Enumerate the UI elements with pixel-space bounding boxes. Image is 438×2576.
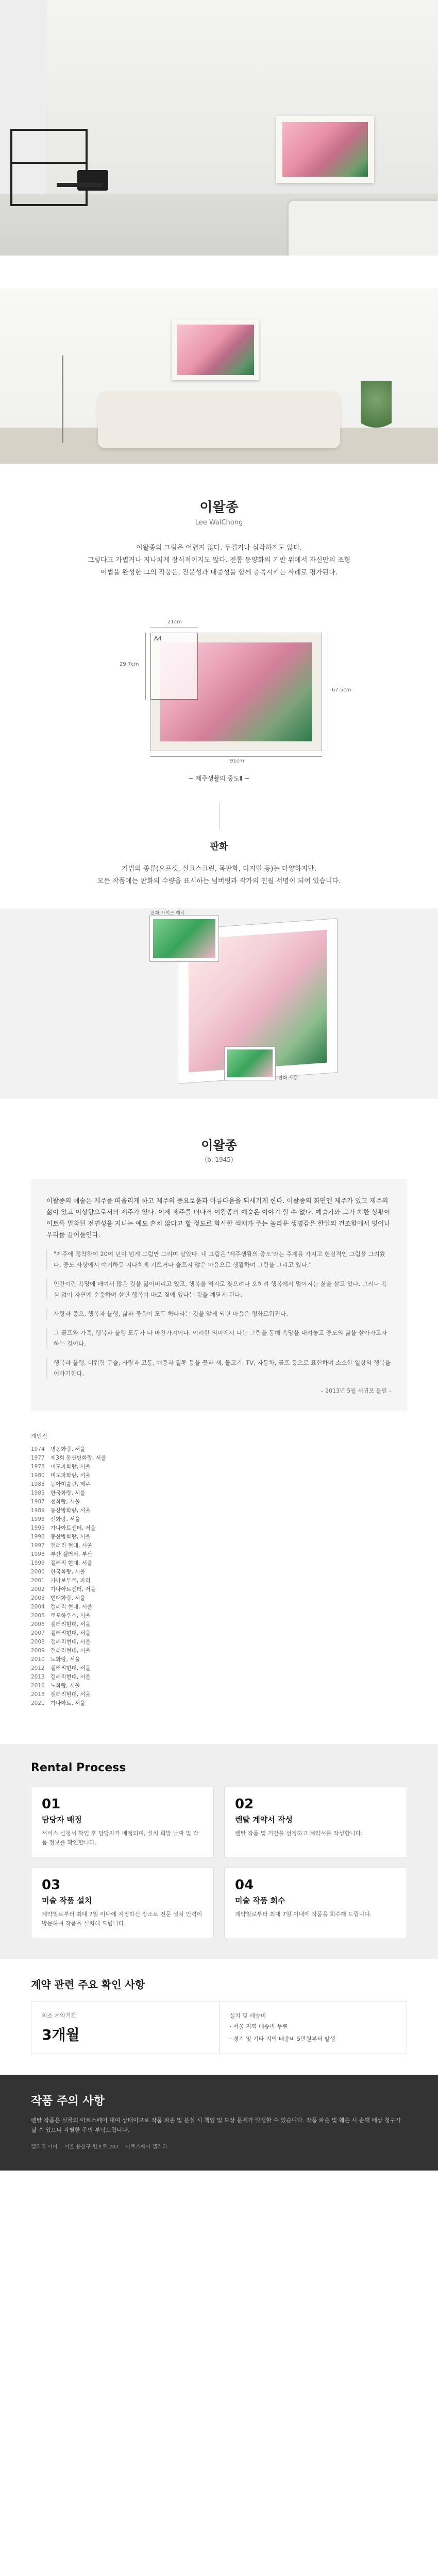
print-size-compare <box>0 908 438 1099</box>
career-row <box>31 1533 407 1541</box>
career-text: 명동화랑, 서울 <box>50 1446 86 1452</box>
career-year: 2013 <box>31 1674 45 1680</box>
contract-box <box>31 2002 407 2054</box>
artist-intro <box>0 542 438 579</box>
min-period-cell <box>31 2002 219 2054</box>
career-text: 갤러리현대, 서울 <box>50 1648 91 1654</box>
caution-text: 렌탈 작품은 실물의 아트스페어 대여 상태이므로 작품 파손 및 분실 시 책임 및 보상 문제가 발생할 수 있습니다. 작품 파손 및 훼손 시 손해 배상 청구가 될 수 있으니 각별한 주의 부탁드립니다. <box>31 2117 401 2133</box>
career-text: 가나아트센터, 서울 <box>50 1525 96 1531</box>
career-year: 2010 <box>31 1656 45 1663</box>
print-section <box>0 839 438 1099</box>
career-year: 1978 <box>31 1464 45 1470</box>
career-row <box>31 1699 407 1708</box>
career-row <box>31 1568 407 1577</box>
career-text: 갤러리현대, 서울 <box>50 1639 91 1645</box>
caution-title: 작품 주의 사항 <box>31 2095 105 2108</box>
career-row <box>31 1524 407 1533</box>
career-year: 2004 <box>31 1604 45 1610</box>
career-text: 선화랑, 서울 <box>50 1516 80 1522</box>
career-row <box>31 1550 407 1559</box>
career-row <box>31 1480 407 1489</box>
career-year: 1974 <box>31 1446 45 1452</box>
a4-width-label: 21cm <box>167 619 182 625</box>
bio-box <box>31 1179 407 1411</box>
career-heading: 개인전 <box>31 1433 47 1439</box>
career-text: 동산방화랑, 서울 <box>50 1534 91 1540</box>
desk <box>57 183 103 187</box>
artist-header <box>0 497 438 527</box>
a4-height-label: 29.7cm <box>120 662 139 667</box>
career-text: 동산방화랑, 서울 <box>50 1507 91 1514</box>
install-cell <box>219 2002 407 2054</box>
career-row <box>31 1454 407 1463</box>
install-label: 설치 및 배송비 <box>229 2012 266 2019</box>
career-year: 1995 <box>31 1525 45 1531</box>
career-row <box>31 1664 407 1673</box>
step-desc: 서비스 신청서 확인 후 담당자가 배정되며, 설치 희망 날짜 및 작품 정보를 확인합니다. <box>42 1830 199 1846</box>
meta-item: 서울 용산구 원효로 207 <box>64 2144 119 2150</box>
divider <box>219 803 220 829</box>
career-year: 1996 <box>31 1534 45 1540</box>
step-title: 렌탈 계약서 작성 <box>235 1815 293 1824</box>
a4-height-line <box>145 633 146 700</box>
career-year: 1985 <box>31 1490 45 1496</box>
career-text: 한국화랑, 서울 <box>50 1490 86 1496</box>
rental-step <box>224 1868 407 1938</box>
print-desc-line: 기법의 종류(오프셋, 실크스크린, 목판화, 디지털 등)는 다양하지만, <box>122 865 316 873</box>
step-number: 01 <box>42 1797 61 1812</box>
career-year: 2021 <box>31 1700 45 1706</box>
career-year: 2005 <box>31 1613 45 1619</box>
print-title: 판화 <box>210 841 228 852</box>
career-row <box>31 1682 407 1690</box>
career-year: 1993 <box>31 1516 45 1522</box>
career-year: 2009 <box>31 1648 45 1654</box>
bio-year: (b. 1945) <box>205 1156 233 1163</box>
career-text: 가나아트, 서울 <box>50 1700 86 1706</box>
a4-label: A4 <box>154 635 162 642</box>
print-desc-line: 모든 작품에는 판화의 수량을 표시하는 넘버링과 작가의 친필 서명이 되어 있습니다. <box>97 877 341 885</box>
small-print <box>149 916 219 962</box>
career-year: 2000 <box>31 1569 45 1575</box>
career-row <box>31 1690 407 1699</box>
bio-quote: 사랑과 증오, 행복과 불행, 삶과 죽음이 모두 하나라는 것을 알게 되면 마음은 평화로워진다. <box>46 1309 392 1319</box>
print-use-tag: 판화 사용 <box>278 1076 298 1081</box>
career-text: 부산 갤러리, 부산 <box>50 1551 93 1557</box>
step-title: 미술 작품 회수 <box>235 1896 285 1905</box>
bio-quote: 인간이란 욕망에 매여서 많은 것을 잃어버리고 있고, 행복을 억지로 찾으려다 오히려 행복에서 멀어지는 삶을 살고 있다. 그러나 욕심 없이 자연에 순응하며 살면 행복이 바로 곁에 있다는 것을 깨닫게 된다. <box>46 1279 392 1300</box>
career-text: 갤러리현대, 서울 <box>50 1674 91 1680</box>
caution-section <box>0 2075 438 2171</box>
career-row <box>31 1489 407 1498</box>
rental-step <box>31 1868 214 1938</box>
room-photo-1 <box>0 0 438 256</box>
artwork-caption: ~ 제주생활의 중도Ⅱ ~ <box>188 775 250 782</box>
artist-name: 이왈종 <box>199 500 239 515</box>
career-row <box>31 1603 407 1612</box>
career-row <box>31 1559 407 1568</box>
artwork-canvas <box>177 325 254 375</box>
size-diagram <box>0 610 438 765</box>
career-year: 1987 <box>31 1499 45 1505</box>
career-year: 1983 <box>31 1481 45 1487</box>
bio-quote: "제주에 정착하여 20여 년이 넘게 그림만 그리며 살았다. 내 그림은 '제주생활의 중도'라는 주제를 가지고 현실적인 그림을 그려왔다. 중도 사상에서 얘기하듯 지나치게 기쁘거나 슬프지 않은 마음으로 생활하며 그림을 그리고 있다." <box>46 1249 392 1270</box>
caution-meta <box>31 2142 407 2150</box>
career-year: 2002 <box>31 1586 45 1592</box>
career-row <box>31 1655 407 1664</box>
rental-process <box>0 1744 438 1959</box>
intro-line: 그렇다고 가볍거나 지나치게 장식적이지도 않다. 전통 동양화의 기반 위에서 자신만의 조형 <box>87 556 351 564</box>
career-text: 갤러리현대, 서울 <box>50 1630 91 1636</box>
bio-quote: 행복과 불행, 미워함 구슬, 사랑과 고통, 애증과 질투 등을 꽃과 새, 물고기, TV, 자동차, 골프 등으로 표현하며 소소한 일상의 행복을 이야기한다. <box>46 1358 392 1379</box>
intro-line: 이왈종의 그림은 어렵지 않다. 무겁거나 심각하지도 않다. <box>136 544 302 552</box>
step-desc: 계약일로부터 최대 7일 이내에 작품을 회수해 드립니다. <box>235 1911 372 1918</box>
career-row <box>31 1594 407 1603</box>
career-year: 2001 <box>31 1578 45 1584</box>
step-number: 04 <box>235 1877 254 1893</box>
framed-artwork <box>172 319 259 380</box>
bio-paragraph: 이왈종의 예술은 제주를 떠올리게 하고 제주의 풍요로움과 아름다움을 되새기게 한다. 이왈종의 화면엔 제주가 있고 제주의 삶이 있고 이상향으로서의 제주가 있다. 이제 제주를 떠나서 이왈종의 예술은 이야기 할 수 없다. 예술가와 그가 처한 상황이 이토록 밀착된 전면성을 지니는 예도 흔치 않다고 할 정도로 화사한 색채가 주는 놀라운 생명감은 한일의 건조함에서 벗어나 우리를 끌어들인다. <box>46 1197 391 1239</box>
room-photo-2 <box>0 289 438 464</box>
career-text: 선화랑, 서울 <box>50 1499 80 1505</box>
frame-width-line <box>150 756 322 757</box>
career-rows <box>31 1445 407 1708</box>
career-year: 2016 <box>31 1683 45 1689</box>
contract-title: 계약 관련 주요 확인 사항 <box>31 1978 145 1991</box>
step-title: 담당자 배정 <box>42 1815 82 1824</box>
plant <box>361 381 392 443</box>
min-period-value: 3개월 <box>42 2026 80 2043</box>
a4-reference <box>150 633 198 700</box>
career-row <box>31 1673 407 1682</box>
print-canvas <box>153 919 215 958</box>
career-list <box>31 1432 407 1708</box>
frame-width-label: 91cm <box>230 758 244 764</box>
career-year: 2007 <box>31 1630 45 1636</box>
career-year: 1980 <box>31 1472 45 1479</box>
bio-header <box>0 1135 438 1163</box>
career-year: 2012 <box>31 1665 45 1671</box>
step-title: 미술 작품 설치 <box>42 1896 92 1905</box>
contract-info <box>0 1959 438 2075</box>
black-shelf <box>10 129 88 206</box>
career-year: 2018 <box>31 1691 45 1698</box>
career-text: 갤러리현대, 서울 <box>50 1691 91 1698</box>
small-print-tag: 판화 사이즈 예시 <box>150 911 185 916</box>
min-period-label: 최소 계약기간 <box>42 2012 77 2019</box>
framed-artwork <box>276 116 374 183</box>
career-row <box>31 1629 407 1638</box>
rental-steps <box>31 1787 407 1938</box>
install-line: · 서울 지역 배송비 무료 <box>229 2023 288 2030</box>
sofa <box>98 392 340 448</box>
career-text: 가나보부르, 파리 <box>50 1578 91 1584</box>
artwork-canvas <box>282 122 368 177</box>
career-year: 1989 <box>31 1507 45 1514</box>
career-year: 2003 <box>31 1595 45 1601</box>
career-row <box>31 1638 407 1647</box>
rental-step <box>224 1787 407 1857</box>
career-text: 미도파화랑, 서울 <box>50 1464 91 1470</box>
career-row <box>31 1515 407 1524</box>
bio-quote: 그 골프와 가족, 행복과 불행 모두가 다 마찬가지이다. 이러한 의미에서 나는 그림을 통해 욕망을 내려놓고 중도의 삶을 살아가고자 하는 것이다. <box>46 1328 392 1349</box>
intro-line: 어법을 완성한 그의 작품은, 전문성과 대중성을 함께 충족시키는 사례로 평가된다. <box>100 569 338 577</box>
career-text: 미도파화랑, 서울 <box>50 1472 91 1479</box>
print-canvas <box>227 1049 273 1077</box>
rental-step <box>31 1787 214 1857</box>
career-text: 갤러리 현대, 서울 <box>50 1560 93 1566</box>
frame-height-label: 67.5cm <box>332 687 351 693</box>
black-chair <box>77 170 108 191</box>
career-year: 1998 <box>31 1551 45 1557</box>
career-text: 한국화랑, 서울 <box>50 1569 86 1575</box>
career-text: 갤러리현대, 서울 <box>50 1665 91 1671</box>
step-desc: 계약일로부터 최대 7일 이내에 지정하신 장소로 전문 설치 인력이 방문하여 작품을 설치해 드립니다. <box>42 1911 203 1927</box>
career-text: 갤러리 현대, 서울 <box>50 1543 93 1549</box>
career-year: 1977 <box>31 1455 45 1461</box>
career-text: 동아미술관, 제주 <box>50 1481 91 1487</box>
print-desc <box>0 863 438 888</box>
career-text: 노화랑, 서울 <box>50 1656 80 1663</box>
career-year: 1997 <box>31 1543 45 1549</box>
career-row <box>31 1620 407 1629</box>
rental-title: Rental Process <box>31 1761 126 1774</box>
career-row <box>31 1612 407 1620</box>
career-row <box>31 1471 407 1480</box>
meta-item: 갤러리 이미 <box>31 2144 58 2150</box>
career-text: 현대화랑, 서울 <box>50 1595 86 1601</box>
career-row <box>31 1463 407 1471</box>
career-text: 갤러리현대, 서울 <box>50 1621 91 1628</box>
career-row <box>31 1506 407 1515</box>
career-year: 2006 <box>31 1621 45 1628</box>
career-text: 갤러리 현대, 서울 <box>50 1604 93 1610</box>
step-number: 03 <box>42 1877 61 1893</box>
career-row <box>31 1445 407 1454</box>
meta-item: 아트스페어 갤러리 <box>125 2144 167 2150</box>
career-row <box>31 1585 407 1594</box>
career-text: 노화랑, 서울 <box>50 1683 80 1689</box>
floor-lamp <box>62 355 82 443</box>
career-row <box>31 1498 407 1506</box>
bio-signature: – 2013년 5월 서귀포 물림 – <box>321 1387 392 1394</box>
step-desc: 렌탈 작품 및 기간을 선정하고 계약서를 작성합니다. <box>235 1830 363 1837</box>
career-year: 2008 <box>31 1639 45 1645</box>
small-print-2 <box>224 1046 276 1080</box>
career-year: 1999 <box>31 1560 45 1566</box>
sofa <box>289 201 438 256</box>
career-row <box>31 1577 407 1585</box>
career-text: 토포하우스, 서울 <box>50 1613 91 1619</box>
bio-name: 이왈종 <box>201 1138 237 1153</box>
career-row <box>31 1647 407 1655</box>
career-text: 제3회 동산방화랑, 서울 <box>50 1455 106 1461</box>
step-number: 02 <box>235 1797 254 1812</box>
career-text: 가나아트센터, 서울 <box>50 1586 96 1592</box>
install-line: · 경기 및 기타 지역 배송비 5만원부터 발생 <box>229 2036 335 2042</box>
artist-name-en: Lee WalChong <box>195 519 243 527</box>
career-row <box>31 1541 407 1550</box>
